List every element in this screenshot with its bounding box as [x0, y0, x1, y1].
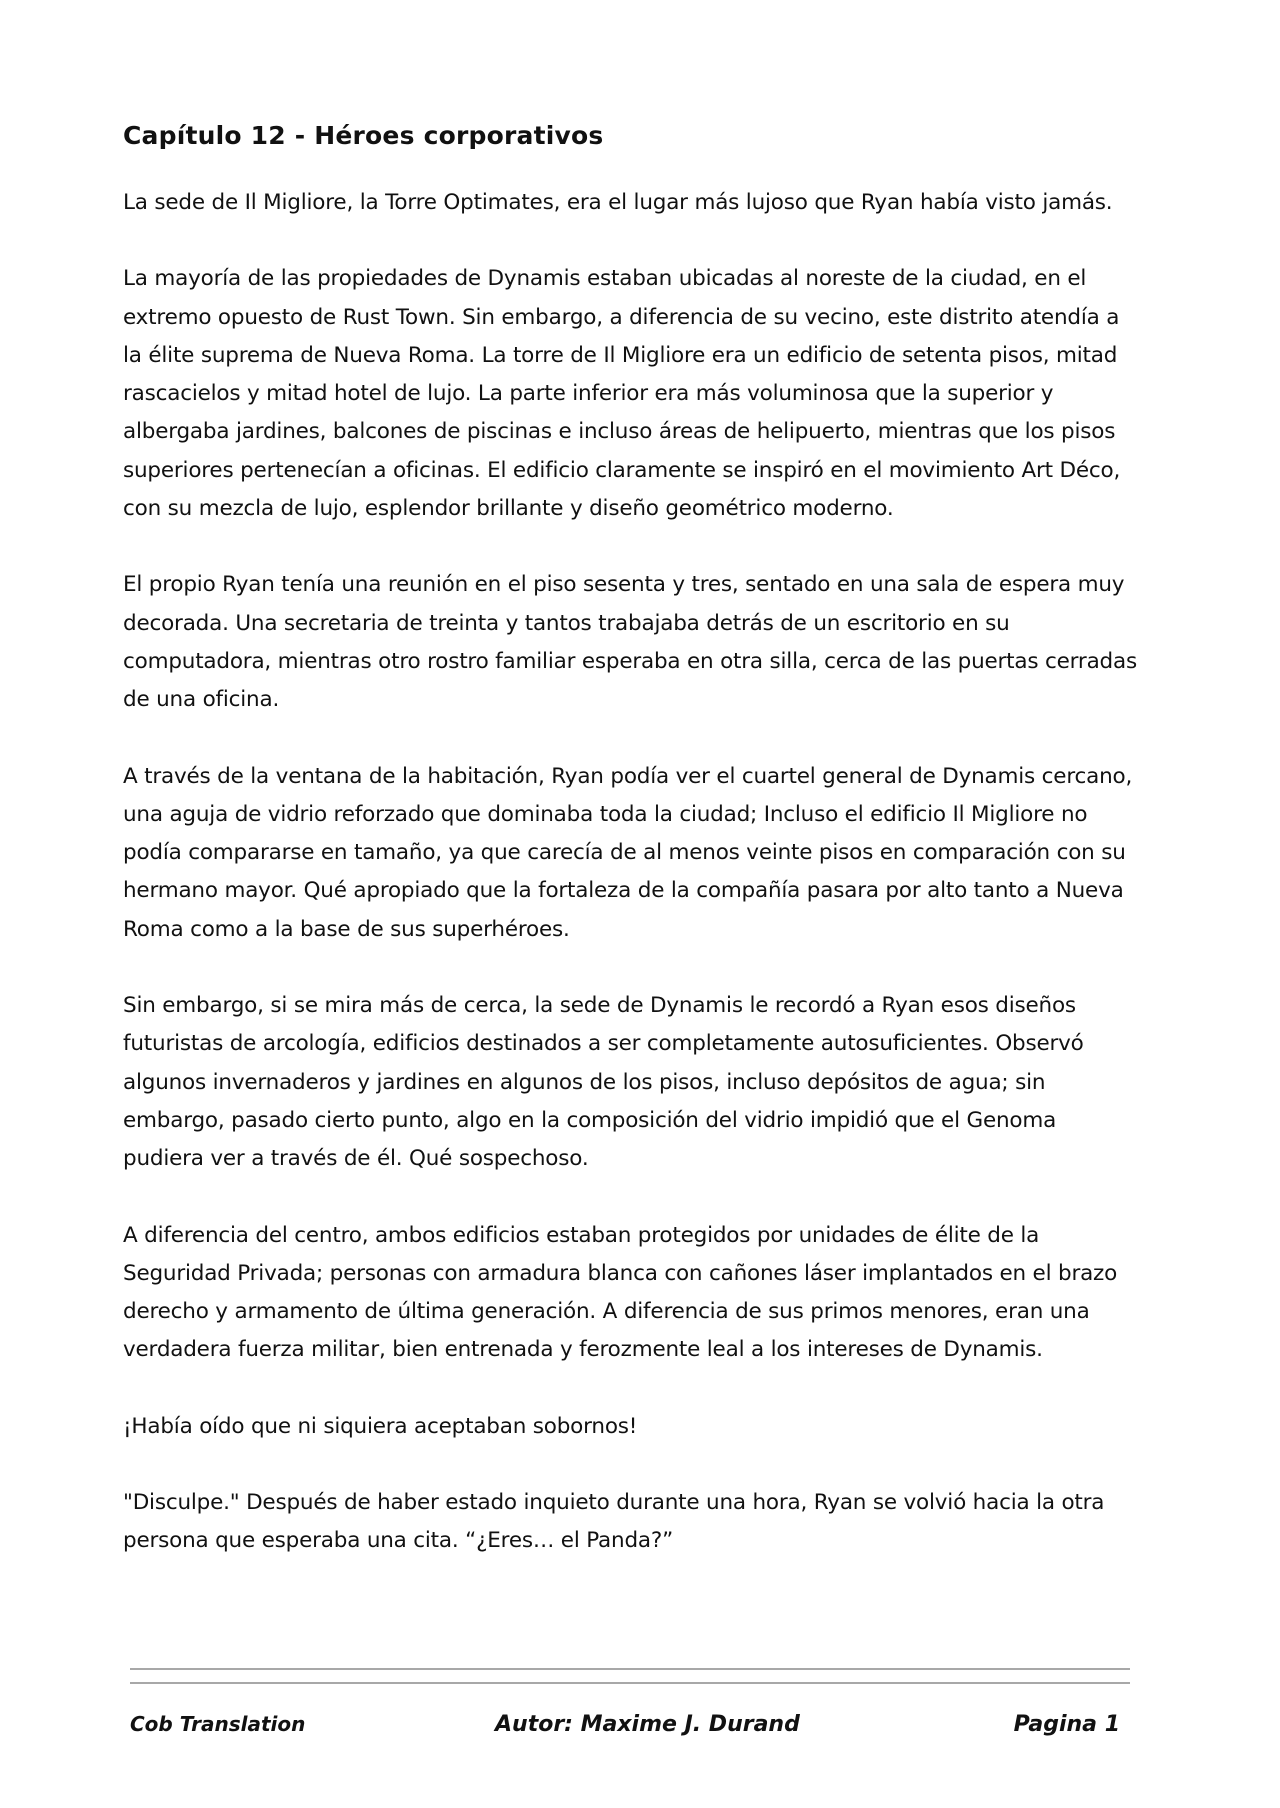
paragraph: El propio Ryan tenía una reunión en el piso sesenta y tres, sentado en una sala de espera muy decorada. Una secretaria de treinta y tantos trabajaba detrás de un escritorio en su computadora, mientras otro rostro familiar esperaba en otra silla, cerca de las puertas cerradas de una oficina.	[123, 572, 1137, 713]
paragraph: ¡Había oído que ni siquiera aceptaban sobornos!	[123, 1413, 638, 1439]
paragraph: La mayoría de las propiedades de Dynamis estaban ubicadas al noreste de la ciudad, en el extremo opuesto de Rust Town. Sin embargo, a diferencia de su vecino, este distrito atendía a la élite suprema de Nueva Roma. La torre de Il Migliore era un edificio de setenta pisos, mitad rascacielos y mitad hotel de lujo. La parte inferior era más voluminosa que la superior y albergaba jardines, balcones de piscinas e incluso áreas de helipuerto, mientras que los pisos superiores pertenecían a oficinas. El edificio claramente se inspiró en el movimiento Art Déco, con su mezcla de lujo, esplendor brillante y diseño geométrico moderno.	[123, 266, 1121, 522]
footer-author: Autor: Maxime J. Durand	[495, 1712, 800, 1737]
page-footer	[130, 1712, 1130, 1744]
document-body	[123, 120, 1143, 1599]
footer-divider-top	[130, 1668, 1130, 1670]
footer-page-number: Pagina 1	[1013, 1712, 1120, 1737]
footer-translator: Cob Translation	[130, 1712, 306, 1736]
paragraph: A diferencia del centro, ambos edificios estaban protegidos por unidades de élite de la Seguridad Privada; personas con armadura blanca con cañones láser implantados en el brazo derecho y armamento de última generación. A diferencia de sus primos menores, eran una verdadera fuerza militar, bien entrenada y ferozmente leal a los intereses de Dynamis.	[123, 1222, 1118, 1363]
paragraph: Sin embargo, si se mira más de cerca, la sede de Dynamis le recordó a Ryan esos diseños futuristas de arcología, edificios destinados a ser completamente autosuficientes. Observó algunos invernaderos y jardines en algunos de los pisos, incluso depósitos de agua; sin embargo, pasado cierto punto, algo en la composición del vidrio impidió que el Genoma pudiera ver a través de él. Qué sospechoso.	[123, 993, 1084, 1172]
chapter-title: Capítulo 12 - Héroes corporativos	[123, 121, 604, 150]
paragraph: A través de la ventana de la habitación, Ryan podía ver el cuartel general de Dynamis cercano, una aguja de vidrio reforzado que dominaba toda la ciudad; Incluso el edificio Il Migliore no podía compararse en tamaño, ya que carecía de al menos veinte pisos en comparación con su hermano mayor. Qué apropiado que la fortaleza de la compañía pasara por alto tanto a Nueva Roma como a la base de sus superhéroes.	[123, 763, 1133, 942]
paragraph: "Disculpe." Después de haber estado inquieto durante una hora, Ryan se volvió hacia la otra persona que esperaba una cita. “¿Eres… el Panda?”	[123, 1490, 1105, 1554]
footer-divider-bottom	[130, 1682, 1130, 1684]
paragraph: La sede de Il Migliore, la Torre Optimates, era el lugar más lujoso que Ryan había visto jamás.	[123, 190, 1113, 215]
